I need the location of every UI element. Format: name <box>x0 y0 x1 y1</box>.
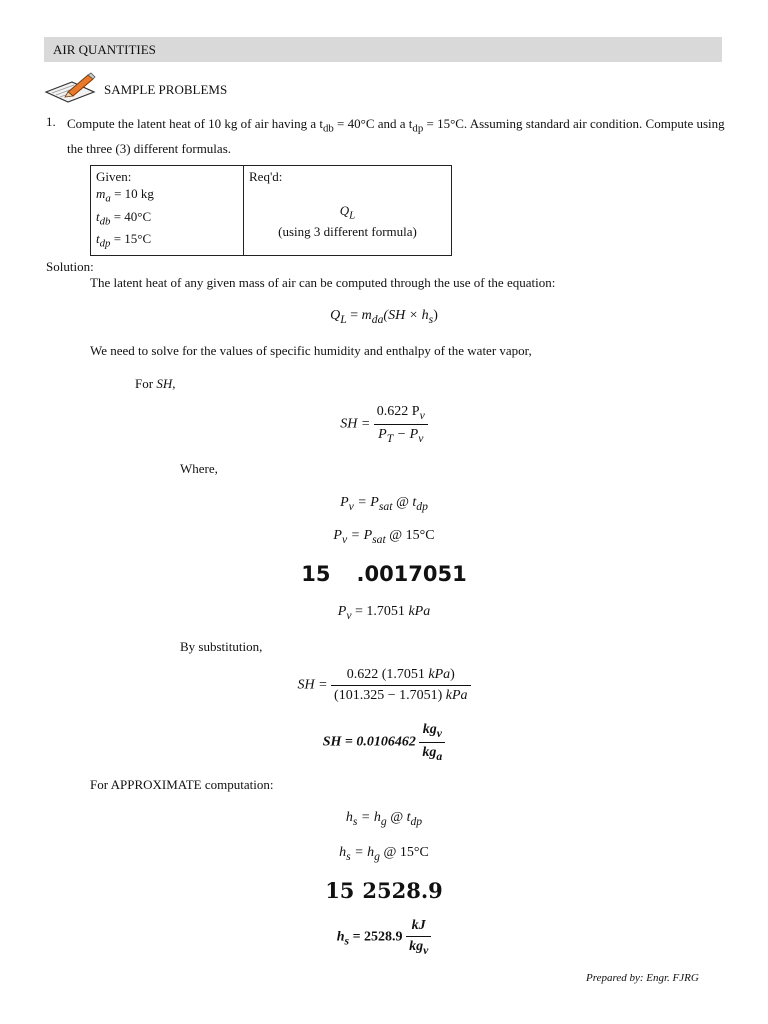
required-label: Req'd: <box>249 169 283 184</box>
problem-statement: Compute the latent heat of 10 kg of air having a $t_{db} = 40^\circ C$ and a $t_{dp} = 15^\circ C$. Assuming standard air condition. Compute using the three (3) different formulas. <box>67 116 725 156</box>
footer-credit: Prepared by: Engr. FJRG <box>586 972 699 984</box>
for-sh-label: For SH, <box>135 376 176 391</box>
problem-number: 1. <box>46 114 56 129</box>
latent-heat-equation: $Q_L = m_{da}(SH \times h_s)$ <box>330 308 438 326</box>
approximate-computation-label: For APPROXIMATE computation: <box>90 777 274 792</box>
required-variable: $Q_L$ <box>339 203 356 222</box>
required-cell <box>244 166 452 256</box>
solution-label: Solution: <box>46 259 94 274</box>
solution-intro-text: The latent heat of any given mass of air can be computed through the use of the equation: <box>90 275 556 290</box>
enthalpy-at-15c: $h_s = h_g$ @ 15°C <box>339 845 429 863</box>
specific-humidity-formula: SH = $\frac{0.622 P_v}{P_T - P_v}$ <box>0 404 768 445</box>
steam-table-excerpt-pressure: 15 .0017051 <box>301 562 467 586</box>
given-required-table <box>90 165 452 256</box>
by-substitution-label: By substitution, <box>180 639 263 654</box>
given-label: Given: <box>96 169 132 184</box>
pencil-paper-icon <box>44 72 96 104</box>
steam-table-excerpt-enthalpy: 15 2528.9 <box>325 878 443 903</box>
given-dry-bulb: $t_{db} = 40^\circ C$ <box>96 208 152 228</box>
specific-humidity-result: SH = 0.0106462 $\frac{kg_v}{kg_a}$ <box>0 722 768 763</box>
section-header-bar <box>44 37 722 62</box>
given-mass: $m_a = 10$ kg <box>96 186 154 205</box>
given-cell <box>91 166 244 256</box>
enthalpy-result: $h_s = 2528.9$ $\frac{kJ}{kg_v}$ <box>0 918 768 957</box>
required-note: (using 3 different formula) <box>278 223 417 239</box>
vapor-pressure-value: $P_v = 1.7051$ kPa <box>337 604 431 622</box>
where-label: Where, <box>180 461 218 476</box>
enthalpy-definition: $h_s = h_g$ @ $t_{dp}$ <box>345 810 423 828</box>
section-title: SAMPLE PROBLEMS <box>104 82 228 97</box>
given-dew-point: $t_{dp} = 15^\circ C$ <box>96 231 152 250</box>
specific-humidity-substitution: SH = $\frac{\text{0.622 (1.7051 kPa)}}{\text{(101.325 − 1.7051) kPa}}$ <box>0 667 768 704</box>
vapor-pressure-definition: $P_v = P_{sat}$ @ $t_{dp}$ <box>340 495 428 513</box>
vapor-pressure-at-15c: $P_v = P_{sat}$ @ 15°C <box>333 528 435 546</box>
page-title: AIR QUANTITIES <box>53 42 156 57</box>
values-intro-text: We need to solve for the values of specific humidity and enthalpy of the water vapor, <box>90 343 532 358</box>
